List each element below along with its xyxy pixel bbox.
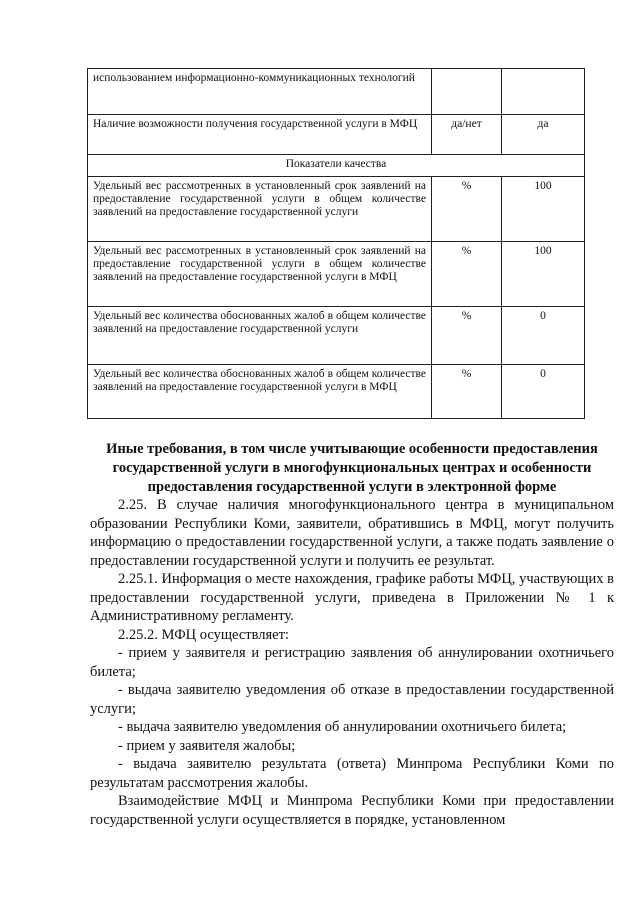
row-unit [432, 69, 502, 115]
row-unit: да/нет [432, 115, 502, 155]
table-row [88, 365, 585, 419]
row-description: Наличие возможности получения государственной услуги в МФЦ [88, 115, 432, 155]
paragraph: 2.25. В случае наличия многофункционального центра в муниципальном образовании Республики Коми, заявители, обратившись в МФЦ, могут получить информацию о предоставлении государственной услуги, а также подать заявление о предоставлении государственной услуги и получить ее результат. [90, 497, 614, 569]
paragraph: 2.25.1. Информация о месте нахождения, графике работы МФЦ, участвующих в предоставлении государственной услуги, приведена в Приложении № 1 к Административному регламенту. [90, 571, 614, 624]
row-value: 0 [502, 307, 585, 365]
row-description: Удельный вес рассмотренных в установленный срок заявлений на предоставление государственной услуги в общем количестве заявлений на предоставление государственной услуги в МФЦ [88, 242, 432, 307]
row-value: 100 [502, 177, 585, 242]
row-value [502, 69, 585, 115]
row-description: использованием информационно-коммуникационных технологий [88, 69, 432, 115]
row-description: Удельный вес количества обоснованных жалоб в общем количестве заявлений на предоставление государственной услуги в МФЦ [88, 365, 432, 419]
row-unit: % [432, 177, 502, 242]
indicators-table [87, 68, 585, 419]
list-item: - выдача заявителю уведомления об отказе в предоставлении государственной услуги; [90, 682, 614, 717]
list-item: - выдача заявителю уведомления об аннулировании охотничьего билета; [118, 719, 567, 735]
table-row [88, 69, 585, 115]
row-unit: % [432, 307, 502, 365]
section-heading: Иные требования, в том числе учитывающие особенности предоставления государственной услуги в многофункциональных центрах и особенности предоставления государственной услуги в электронной форме [106, 441, 598, 495]
body-text [90, 496, 614, 829]
list-item: - выдача заявителю результата (ответа) Минпрома Республики Коми по результатам рассмотрения жалобы. [90, 756, 614, 791]
table-row [88, 177, 585, 242]
table-row [88, 242, 585, 307]
section-row [88, 155, 585, 177]
row-unit: % [432, 365, 502, 419]
row-description: Удельный вес количества обоснованных жалоб в общем количестве заявлений на предоставление государственной услуги [88, 307, 432, 365]
row-value: да [502, 115, 585, 155]
table-row [88, 307, 585, 365]
list-item: - прием у заявителя и регистрацию заявления об аннулировании охотничьего билета; [90, 645, 614, 680]
paragraph: 2.25.2. МФЦ осуществляет: [118, 626, 289, 643]
list-item: - прием у заявителя жалобы; [118, 737, 296, 754]
row-description: Удельный вес рассмотренных в установленный срок заявлений на предоставление государственной услуги в общем количестве заявлений на предоставление государственной услуги [88, 177, 432, 242]
row-value: 100 [502, 242, 585, 307]
paragraph: Взаимодействие МФЦ и Минпрома Республики Коми при предоставлении государственной услуги осуществляется в порядке, установленном [90, 793, 614, 828]
row-value: 0 [502, 365, 585, 419]
section-title: Показатели качества [88, 155, 585, 177]
row-unit: % [432, 242, 502, 307]
table-row [88, 115, 585, 155]
